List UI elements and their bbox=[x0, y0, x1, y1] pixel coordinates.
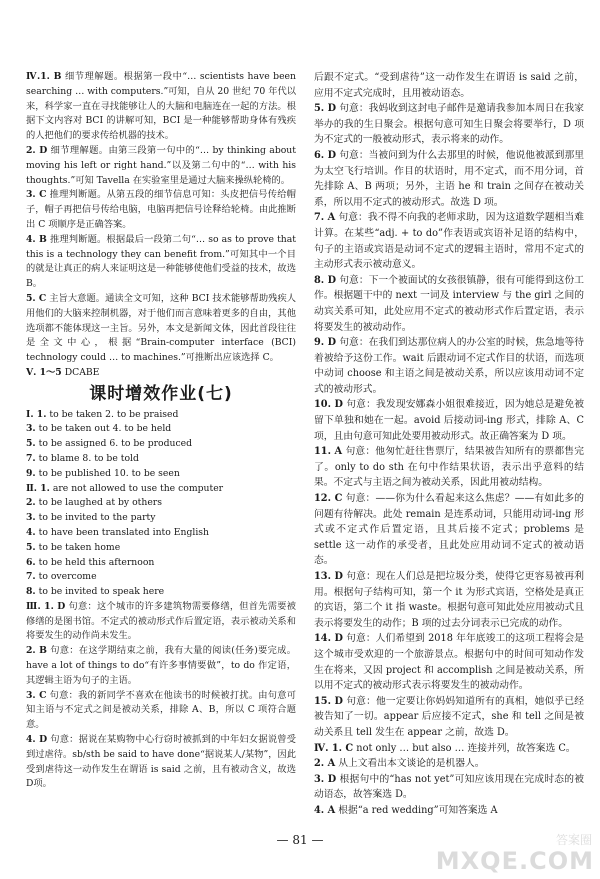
entry-number: 3. bbox=[26, 512, 36, 524]
entry-text: 句意：他匆忙赶往售票厅，结果被告知所有的票都售完了。only to do sth 在句中作结果状语，表示出乎意料的结果。不定式与主语之间为被动关系，因此用被动结构。 bbox=[314, 446, 585, 489]
answer-entry bbox=[26, 689, 296, 733]
entry-text: to overcome bbox=[38, 571, 97, 583]
left-column bbox=[26, 70, 296, 792]
answer-entry bbox=[26, 422, 296, 437]
entry-number: 9. bbox=[26, 467, 36, 479]
answer-entry bbox=[26, 556, 296, 571]
entry-text: to be invited to the party bbox=[38, 512, 156, 524]
watermark-top-text: 答案圈 bbox=[555, 833, 592, 847]
entry-text: 句意：我发现安娜森小姐很难接近，因为她总是避免被留下单独和她在一起。avoid 后接动词-ing 形式，排除 A、C 项，且由句意可知此处要用被动形式。故正确答案为 D 项。 bbox=[314, 399, 584, 442]
entry-number: Ⅲ. 1. D bbox=[26, 600, 66, 612]
answer-entry bbox=[314, 210, 584, 272]
entry-text: 细节理解题。由第三段第一句中的“… by thinking about moving his left or right hand.”以及第二句中的“… with his thoughts.”可知 Tavella 在实验室里是通过大脑来操纵轮椅的。 bbox=[26, 144, 296, 186]
entry-number: 6. bbox=[26, 556, 36, 568]
entry-text: 句意：我的新同学不喜欢在他读书的时候被打扰。由句意可知主语与不定式之间是被动关系，排除 A、B，所以 C 项符合题意。 bbox=[26, 689, 297, 731]
entry-number: 2. D bbox=[26, 144, 48, 156]
answer-entry bbox=[26, 366, 296, 381]
answer-entry bbox=[26, 541, 296, 556]
entry-text: 根据句中的“has not yet”可知应该用现在完成时态的被动语态，故答案选 D。 bbox=[314, 773, 584, 801]
answer-entry bbox=[26, 496, 296, 511]
entry-text: 句意：在这学期结束之前，我有大量的阅读(任务)要完成。have a lot of things to do“有许多事情要做”，to do 作定语，其逻辑主语为句子的主语。 bbox=[26, 645, 296, 686]
answer-entry bbox=[26, 188, 296, 232]
answer-entry bbox=[314, 694, 584, 741]
entry-number: 5. D bbox=[314, 103, 337, 115]
entry-number: 3. bbox=[26, 423, 36, 435]
entry-number: 2. B bbox=[26, 645, 47, 657]
entry-text: 句意：这个城市的许多建筑物需要修缮，但首先需要被修缮的是图书馆。不定式的被动形式作后置定语，表示被动关系和将要发生的动作尚未发生。 bbox=[26, 600, 296, 642]
entry-text: to be laughed at by others bbox=[38, 497, 162, 509]
entry-number: 2. A bbox=[314, 758, 336, 770]
answer-entry bbox=[26, 733, 296, 792]
entry-number: 4. bbox=[26, 526, 36, 538]
entry-number: 5. bbox=[26, 541, 36, 553]
entry-text: 句意：据说在某购物中心行窃时被抓到的中年妇女据说曾受到过虐待。sb/sth be said to have done“据说某人/某物”，因此受到虐待这一动作发生在谓语 is said 之前，且有被动含义，故选D项。 bbox=[26, 734, 296, 790]
entry-text: to be held this afternoon bbox=[38, 556, 155, 568]
entry-number: 6. D bbox=[314, 149, 337, 161]
entry-text: to be taken 2. to be praised bbox=[49, 408, 179, 420]
entry-number: 3. D bbox=[314, 773, 337, 785]
entry-text: are not allowed to use the computer bbox=[52, 482, 224, 494]
entry-text: 推理判断题。根据最后一段第二句“… so as to prove that this is a technology they can benefit from.”可知其中一个目的就是让真正的病人来证明这是一种能够使他们受益的技术，故选 B。 bbox=[26, 233, 296, 290]
entry-text: 句意：在我们到达那位病人的办公室的时候，焦急地等待着被给予这份工作。wait 后跟动词不定式作目的状语，而选项中动词 choose 和主语之间是被动关系，所以应该用动词不定式的被动形式。 bbox=[314, 337, 585, 395]
answer-entry bbox=[314, 101, 584, 148]
entry-number: 5. C bbox=[26, 292, 47, 304]
entry-text: DCABE bbox=[64, 366, 100, 378]
answer-entry bbox=[314, 741, 584, 757]
entry-number: 7. bbox=[26, 452, 36, 464]
answer-entry bbox=[26, 292, 296, 366]
entry-number: 11. A bbox=[314, 446, 343, 458]
entry-number: 13. D bbox=[314, 571, 343, 582]
entry-text: to have been translated into English bbox=[38, 526, 210, 538]
entry-number: 7. A bbox=[314, 212, 336, 224]
answer-entry bbox=[314, 569, 584, 631]
entry-text: 主旨大意题。通读全文可知，这种 BCI 技术能够帮助残疾人用他们的大脑来控制机器，对于他们而言意味着更多的自由，其他选项都不能体现这一主旨。另外，本文是新闻文体，因此首段往往是全文中心，根据“Brain-computer interface (BCI) technology could … to machines.”可推断出应该选择 C。 bbox=[26, 292, 296, 364]
entry-text: 句意：现在人们总是把垃圾分类，使得它更容易被再利用。根据句子结构可知，第一个 it 为形式宾语，空格处是真正的宾语，第二个 it 指 waste。根据句意可知此处应用被动式且表示将要发生的动作；B 项的过去分词表示已完成的动作。 bbox=[314, 571, 584, 629]
entry-text: 句意：下一个被面试的女孩很镇静，很有可能得到这份工作。根据题干中的 next 一词及 interview 与 the girl 之间的动宾关系可知，此处应用不定式的被动形式作后置定语，表示将要发生的被动动作。 bbox=[314, 274, 585, 333]
answer-entry bbox=[314, 273, 584, 335]
entry-number: Ⅴ. 1～5 bbox=[26, 366, 62, 378]
entry-text: to blame 8. to be told bbox=[38, 452, 139, 464]
answer-entry bbox=[314, 756, 584, 772]
entry-number: 10. D bbox=[314, 399, 343, 411]
page-number: — 81 — bbox=[276, 833, 324, 847]
entry-text: 句意：我不得不向我的老师求助，因为这道数学题相当难计算。在某些“adj. + to do”作表语或宾语补足语的结构中，句子的主语或宾语是动词不定式的逻辑主语时，常用不定式的主动形式表示被动意义。 bbox=[314, 212, 584, 271]
entry-text: 句意：人们希望到 2018 年年底竣工的这项工程将会是这个城市受欢迎的一个旅游景点。根据句中的时间可知动作发生在将来，又因 project 和 accomplish 之间是被动关系，所以用不定式的被动形式表示将要发生的被动动作。 bbox=[314, 633, 585, 692]
answer-entry bbox=[26, 511, 296, 526]
entry-number: 4. A bbox=[314, 804, 336, 816]
entry-number: 14. D bbox=[314, 633, 343, 645]
answer-entry bbox=[26, 585, 296, 600]
entry-text: 细节理解题。根据第一段中“… scientists have been searching … with computers.”可知，自从 20 世纪 70 年代以来，科学家一直在寻找能够让人的大脑和电脑连在一起的方法。根据下文内容对 BCI 的讲解可知，BCI 是一种能够帮助身体有残疾的人把他们的要求传给机器的技术。 bbox=[26, 71, 296, 142]
watermark-logo bbox=[435, 827, 594, 875]
answer-entry bbox=[26, 233, 296, 292]
answer-entry bbox=[26, 482, 296, 497]
answer-entry bbox=[314, 70, 584, 101]
entry-text: to be taken out 4. to be held bbox=[38, 423, 172, 435]
entry-number: 3. C bbox=[26, 189, 47, 201]
answer-entry bbox=[314, 444, 584, 491]
entry-number: Ⅰ. 1. bbox=[26, 408, 47, 420]
entry-text: to be published 10. to be seen bbox=[38, 467, 180, 479]
entry-number: 8. bbox=[26, 586, 36, 598]
answer-entry bbox=[314, 397, 584, 444]
entry-text: 句意：我妈收到这封电子邮件是邀请我参加本周日在我家举办的我的生日聚会。根据句意可知生日聚会将要举行，D 项为不定式的一般被动形式，表示将来的动作。 bbox=[314, 103, 585, 146]
entry-text: to be taken home bbox=[38, 541, 121, 553]
answer-entry bbox=[314, 631, 584, 693]
entry-number: Ⅱ. 1. bbox=[26, 482, 50, 494]
answer-entry bbox=[26, 408, 296, 423]
answer-entry bbox=[26, 437, 296, 452]
entry-number: 7. bbox=[26, 571, 36, 583]
entry-text: not only … but also … 连接并列，故答案选 C。 bbox=[356, 742, 576, 754]
answer-entry bbox=[26, 467, 296, 482]
answer-entry bbox=[26, 70, 296, 144]
entry-text: 后跟不定式。“受到虐待”这一动作发生在谓语 is said 之前，应用不定式完成时，且用被动语态。 bbox=[314, 72, 584, 99]
entry-number: 9. D bbox=[314, 337, 337, 349]
entry-number: 2. bbox=[26, 497, 36, 509]
section-title: 课时增效作业(七) bbox=[89, 383, 233, 404]
right-column bbox=[314, 70, 584, 819]
entry-text: 推理判断题。从第五段的细节信息可知：头皮把信号传给帽子，帽子再把信号传给电脑，电脑再把信号诠释给轮椅。由此推断出 C 项顺序是正确答案。 bbox=[26, 189, 297, 230]
entry-number: 8. D bbox=[314, 274, 337, 286]
watermark-main-text: MXQE.COM bbox=[435, 847, 594, 875]
entry-text: 根据“a red wedding”可知答案选 A bbox=[338, 804, 498, 816]
answer-entry bbox=[314, 803, 584, 819]
entry-text: to be invited to speak here bbox=[38, 586, 165, 598]
entry-number: Ⅳ.1. B bbox=[26, 71, 62, 82]
entry-text: 句意：他一定要让你妈妈知道所有的真相，她似乎已经被告知了一切。appear 后应接不定式，she 和 tell 之间是被动关系且 tell 发生在 appear 之前，故选 D。 bbox=[314, 695, 584, 738]
entry-text: 从上文看出本文谈论的是机器人。 bbox=[338, 758, 485, 770]
answer-entry bbox=[314, 772, 584, 803]
entry-text: to be assigned 6. to be produced bbox=[38, 438, 193, 450]
answer-entry bbox=[314, 491, 584, 569]
answer-entry bbox=[26, 644, 296, 688]
answer-entry bbox=[314, 335, 584, 397]
entry-text: 句意：——你为什么看起来这么焦虑？——有如此多的问题有待解决。此处 remain 是连系动词，只能用动词-ing 形式或不定式作后置定语，且其后接不定式；problems 是 settle 这一动作的承受者，且此处应用动词不定式的被动语态。 bbox=[314, 493, 584, 567]
answer-entry bbox=[314, 148, 584, 210]
entry-number: 4. D bbox=[26, 734, 48, 746]
answer-entry bbox=[26, 526, 296, 541]
entry-text: 句意：当被问到为什么去那里的时候，他说他被派到那里为太空飞行培训。作目的状语时，用不定式，而不用分词，首先排除 A、B 两项；另外，主语 he 和 train 之间存在被动关系，所以用不定式的被动形式。故选 D 项。 bbox=[314, 149, 585, 208]
entry-number: 4. B bbox=[26, 233, 47, 245]
entry-number: 3. C bbox=[26, 689, 47, 701]
entry-number: Ⅳ. 1. C bbox=[314, 742, 354, 754]
answer-entry bbox=[26, 600, 296, 644]
answer-entry bbox=[26, 452, 296, 467]
answer-entry bbox=[26, 144, 296, 188]
entry-number: 15. D bbox=[314, 695, 343, 707]
entry-number: 12. C bbox=[314, 493, 343, 505]
entry-number: 5. bbox=[26, 438, 36, 450]
answer-entry bbox=[26, 570, 296, 585]
